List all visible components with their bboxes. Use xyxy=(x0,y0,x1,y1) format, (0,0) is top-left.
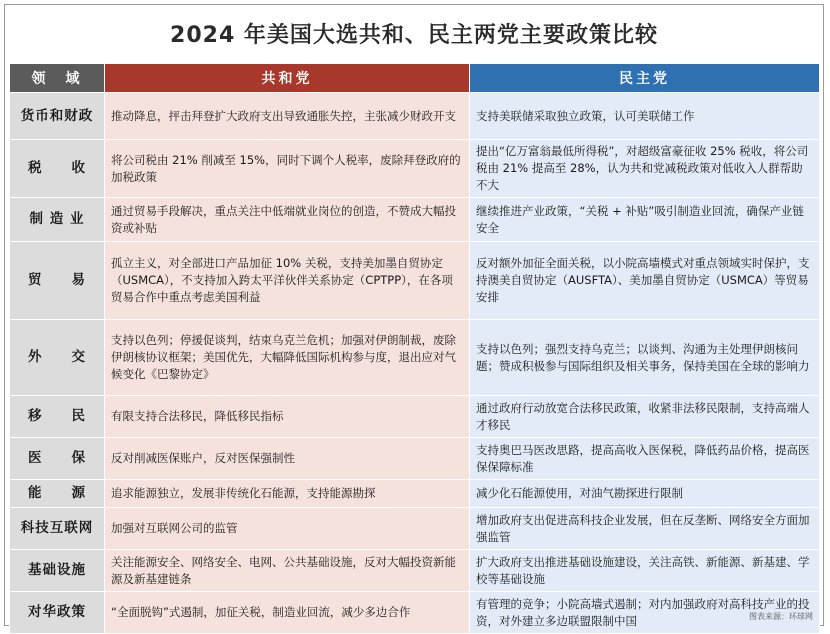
row-domain: 能 源 xyxy=(10,480,105,508)
table-row xyxy=(10,93,820,140)
row-domain: 对华政策 xyxy=(10,592,105,634)
page-title: 2024 年美国大选共和、民主两党主要政策比较 xyxy=(170,22,658,48)
policy-table xyxy=(9,63,820,634)
row-democratic: 有管理的竞争；小院高墙式遏制；对内加强政府对高科技产业的投资，对外建立多边联盟限制中国 xyxy=(470,592,820,634)
table-row xyxy=(10,320,820,396)
table-row xyxy=(10,508,820,550)
row-republican: 加强对互联网公司的监管 xyxy=(105,508,470,550)
table-header-row xyxy=(10,64,820,93)
table-row xyxy=(10,480,820,508)
row-domain: 贸 易 xyxy=(10,242,105,320)
row-democratic: 支持奥巴马医改思路，提高高收入医保税，降低药品价格，提高医保保障标准 xyxy=(470,438,820,480)
row-republican: 将公司税由 21% 削减至 15%，同时下调个人税率，废除拜登政府的加税政策 xyxy=(105,140,470,198)
row-republican: 支持以色列；停援促谈判，结束乌克兰危机；加强对伊朗制裁，废除伊朗核协议框架；美国优先，大幅降低国际机构参与度，退出应对气候变化《巴黎协定》 xyxy=(105,320,470,396)
row-democratic: 减少化石能源使用，对油气勘探进行限制 xyxy=(470,480,820,508)
row-domain: 医 保 xyxy=(10,438,105,480)
row-domain: 货币和财政 xyxy=(10,93,105,140)
header-domain: 领 域 xyxy=(10,64,105,93)
table-row xyxy=(10,396,820,438)
row-domain: 科技互联网 xyxy=(10,508,105,550)
row-republican: 追求能源独立，发展非传统化石能源，支持能源勘探 xyxy=(105,480,470,508)
table-row xyxy=(10,438,820,480)
row-democratic: 反对额外加征全面关税，以小院高墙模式对重点领域实时保护，支持澳美自贸协定（AUSFTA）、美加墨自贸协定（USMCA）等贸易安排 xyxy=(470,242,820,320)
header-republican: 共和党 xyxy=(105,64,470,93)
row-republican: 孤立主义，对全部进口产品加征 10% 关税，支持美加墨自贸协定（USMCA），不支持加入跨太平洋伙伴关系协定（CPTPP），在各项贸易合作中重点考虑美国利益 xyxy=(105,242,470,320)
policy-comparison-panel xyxy=(4,4,824,626)
row-democratic: 继续推进产业政策，“关税 + 补贴”吸引制造业回流，确保产业链安全 xyxy=(470,198,820,242)
table-row xyxy=(10,140,820,198)
table-row xyxy=(10,592,820,634)
row-democratic: 支持美联储采取独立政策，认可美联储工作 xyxy=(470,93,820,140)
row-republican: “全面脱钩”式遏制，加征关税，制造业回流，减少多边合作 xyxy=(105,592,470,634)
row-democratic: 提出“亿万富翁最低所得税”，对超级富豪征收 25% 税收，将公司税由 21% 提高至 28%，认为共和党减税政策对低收入人群帮助不大 xyxy=(470,140,820,198)
table-row xyxy=(10,198,820,242)
row-democratic: 增加政府支出促进高科技企业发展，但在反垄断、网络安全方面加强监管 xyxy=(470,508,820,550)
source-credit: 图表来源：环球网 xyxy=(749,612,813,621)
row-domain: 移 民 xyxy=(10,396,105,438)
row-republican: 反对削减医保账户，反对医保强制性 xyxy=(105,438,470,480)
row-democratic: 通过政府行动放宽合法移民政策，收紧非法移民限制，支持高端人才移民 xyxy=(470,396,820,438)
table-row xyxy=(10,242,820,320)
row-republican: 关注能源安全、网络安全、电网、公共基础设施，反对大幅投资新能源及新基建链条 xyxy=(105,550,470,592)
row-domain: 外 交 xyxy=(10,320,105,396)
row-democratic: 扩大政府支出推进基础设施建设，关注高铁、新能源、新基建、学校等基础设施 xyxy=(470,550,820,592)
header-democratic: 民主党 xyxy=(470,64,820,93)
row-republican: 有限支持合法移民，降低移民指标 xyxy=(105,396,470,438)
row-domain: 税 收 xyxy=(10,140,105,198)
table-row xyxy=(10,550,820,592)
row-democratic: 支持以色列；强烈支持乌克兰；以谈判、沟通为主处理伊朗核问题；赞成积极参与国际组织及相关事务，保持美国在全球的影响力 xyxy=(470,320,820,396)
row-domain: 制 造 业 xyxy=(10,198,105,242)
row-domain: 基础设施 xyxy=(10,550,105,592)
row-republican: 推动降息，抨击拜登扩大政府支出导致通胀失控，主张减少财政开支 xyxy=(105,93,470,140)
row-republican: 通过贸易手段解决，重点关注中低端就业岗位的创造，不赞成大幅投资或补贴 xyxy=(105,198,470,242)
